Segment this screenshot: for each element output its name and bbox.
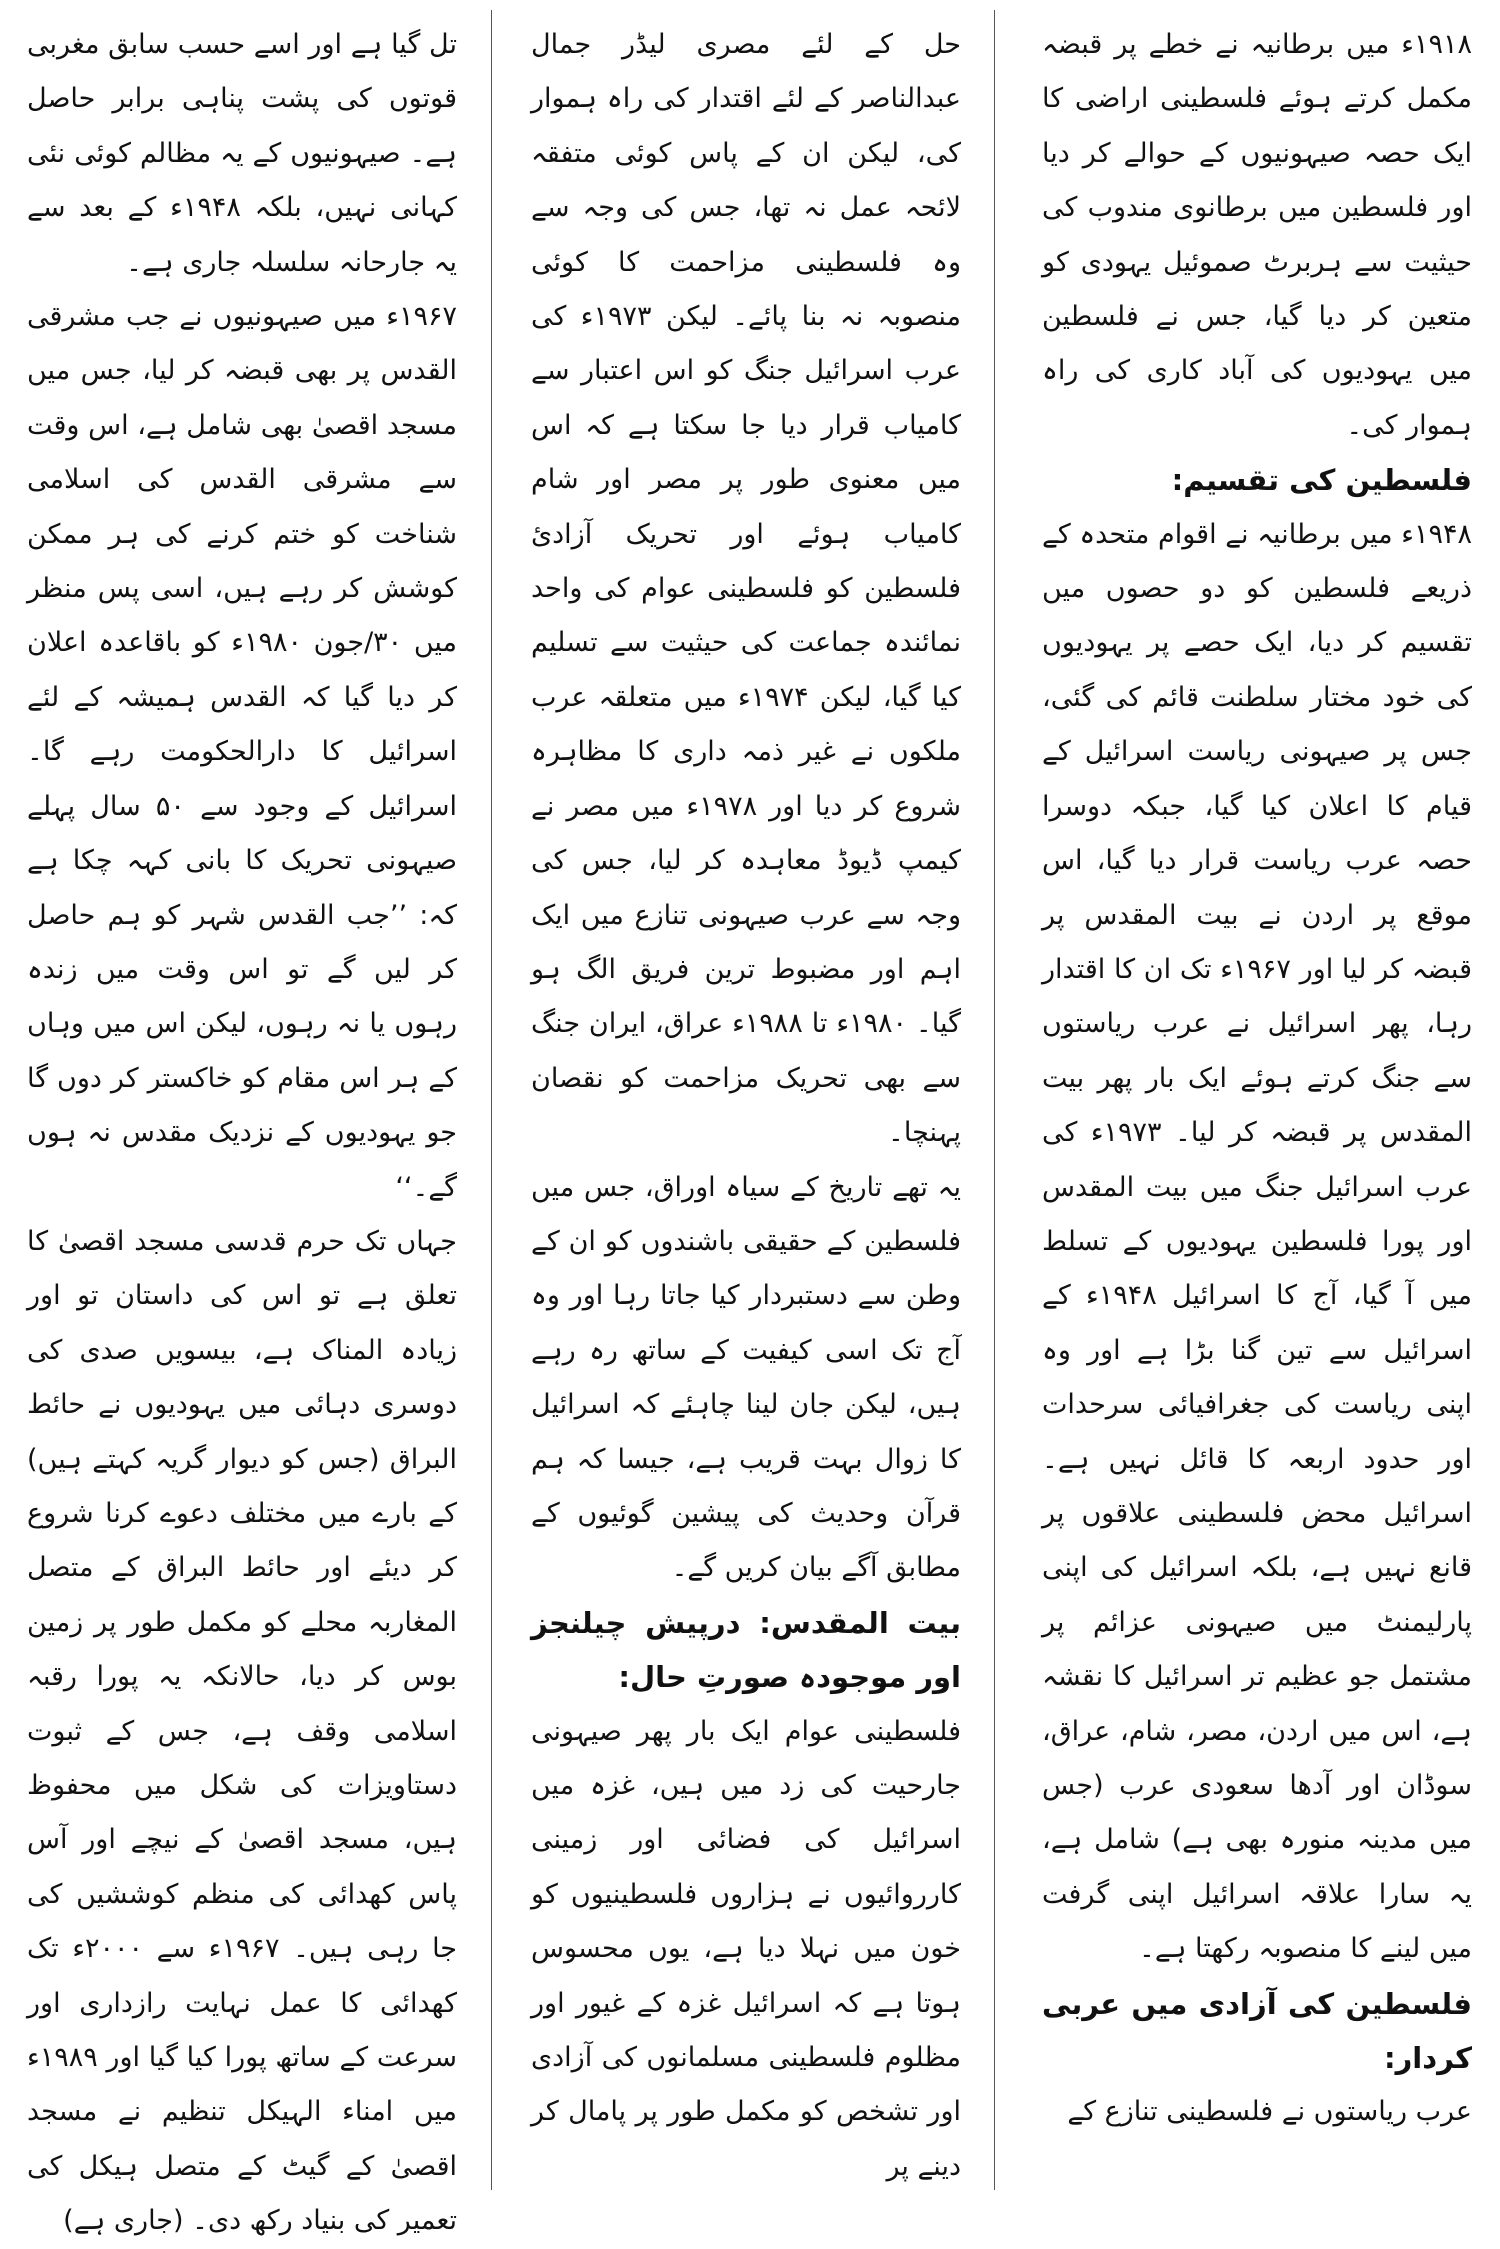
paragraph: عرب ریاستوں نے فلسطینی تنازع کے bbox=[1067, 2096, 1472, 2128]
paragraph: جہاں تک حرم قدسی مسجد اقصیٰ کا تعلق ہے تو اس کی داستان تو اور زیادہ المناک ہے، بیسویں صدی کی دوسری دہائی میں یہودیوں نے حائط البراق (جس کو دیوار گریہ کہتے ہیں) کے بارے میں مختلف دعوے کرنا شروع کر دیئے اور حائط البراق کے متصل المغاربہ محلے کو مکمل طور پر زمین بوس کر دیا، حالانکہ یہ پورا رقبہ اسلامی وقف ہے، جس کے ثبوت دستاویزات کی شکل میں محفوظ ہیں، مسجد اقصیٰ کے نیچے اور آس پاس کھدائی کی منظم کوششیں کی جا رہی ہیں۔ ۱۹۶۷ء سے ۲۰۰۰ء تک کھدائی کا عمل نہایت رازداری اور سرعت کے ساتھ پورا کیا گیا اور ۱۹۸۹ء میں امناء الہیکل تنظیم نے مسجد اقصیٰ کے گیٹ کے متصل ہیکل کی تعمیر کی بنیاد رکھ دی۔ (جاری ہے) bbox=[27, 1225, 457, 2237]
paragraph: یہ تھے تاریخ کے سیاہ اوراق، جس میں فلسطین کے حقیقی باشندوں کو ان کے وطن سے دستبردار کیا جاتا رہا اور وہ آج تک اسی کیفیت کے ساتھ رہ رہے ہیں، لیکن جان لینا چاہئے کہ اسرائیل کا زوال بہت قریب ہے، جیسا کہ ہم قرآن وحدیث کی پیشین گوئیوں کے مطابق آگے بیان کریں گے۔ bbox=[531, 1171, 961, 1584]
column-right bbox=[1042, 18, 1472, 2188]
section-heading-arab-role: فلسطین کی آزادی میں عربی کردار: bbox=[1042, 1986, 1472, 2076]
paragraph: ۱۹۱۸ء میں برطانیہ نے خطے پر قبضہ مکمل کرتے ہوئے فلسطینی اراضی کا ایک حصہ صیہونیوں کے حوالے کر دیا اور فلسطین میں برطانوی مندوب کی حیثیت سے ہربرٹ صموئیل یہودی کو متعین کر دیا گیا، جس نے فلسطین میں یہودیوں کی آباد کاری کی راہ ہموار کی۔ bbox=[1042, 29, 1472, 441]
paragraph: ۱۹۴۸ء میں برطانیہ نے اقوام متحدہ کے ذریعے فلسطین کو دو حصوں میں تقسیم کر دیا، ایک حصے پر یہودیوں کی خود مختار سلطنت قائم کی گئی، جس پر صیہونی ریاست اسرائیل کے قیام کا اعلان کیا گیا، جبکہ دوسرا حصہ عرب ریاست قرار دیا گیا، اس موقع پر اردن نے بیت المقدس پر قبضہ کر لیا اور ۱۹۶۷ء تک ان کا اقتدار رہا، پھر اسرائیل نے عرب ریاستوں سے جنگ کرتے ہوئے ایک بار پھر بیت المقدس پر قبضہ کر لیا۔ ۱۹۷۳ء کی عرب اسرائیل جنگ میں بیت المقدس اور پورا فلسطین یہودیوں کے تسلط میں آ گیا، آج کا اسرائیل ۱۹۴۸ء کے اسرائیل سے تین گنا بڑا ہے اور وہ اپنی ریاست کی جغرافیائی سرحدات اور حدود اربعہ کا قائل نہیں ہے۔ اسرائیل محض فلسطینی علاقوں پر قانع نہیں ہے، بلکہ اسرائیل کی اپنی پارلیمنٹ میں صیہونی عزائم پر مشتمل جو عظیم تر اسرائیل کا نقشہ ہے، اس میں اردن، مصر، شام، عراق، سوڈان اور آدھا سعودی عرب (جس میں مدینہ منورہ بھی ہے) شامل ہے، یہ سارا علاقہ اسرائیل اپنی گرفت میں لینے کا منصوبہ رکھتا ہے۔ bbox=[1042, 518, 1473, 1965]
paragraph: ۱۹۶۷ء میں صیہونیوں نے جب مشرقی القدس پر بھی قبضہ کر لیا، جس میں مسجد اقصیٰ بھی شامل ہے، اس وقت سے مشرقی القدس کی اسلامی شناخت کو ختم کرنے کی ہر ممکن کوشش کر رہے ہیں، اسی پس منظر میں ۳۰/جون ۱۹۸۰ء کو باقاعدہ اعلان کر دیا گیا کہ القدس ہمیشہ کے لئے اسرائیل کا دارالحکومت رہے گا۔ اسرائیل کے وجود سے ۵۰ سال پہلے صیہونی تحریک کا بانی کہہ چکا ہے کہ: ’’جب القدس شہر کو ہم حاصل کر لیں گے تو اس وقت میں زندہ رہوں یا نہ رہوں، لیکن اس میں وہاں کے ہر اس مقام کو خاکستر کر دوں گا جو یہودیوں کے نزدیک مقدس نہ ہوں گے۔‘‘ bbox=[27, 301, 457, 1203]
column-divider bbox=[491, 10, 492, 2190]
paragraph: حل کے لئے مصری لیڈر جمال عبدالناصر کے لئے اقتدار کی راہ ہموار کی، لیکن ان کے پاس کوئی متفقہ لائحہ عمل نہ تھا، جس کی وجہ سے وہ فلسطینی مزاحمت کا کوئی منصوبہ نہ بنا پائے۔ لیکن ۱۹۷۳ء کی عرب اسرائیل جنگ کو اس اعتبار سے کامیاب قرار دیا جا سکتا ہے کہ اس میں معنوی طور پر مصر اور شام کامیاب ہوئے اور تحریک آزادیٔ فلسطین کو فلسطینی عوام کی واحد نمائندہ جماعت کی حیثیت سے تسلیم کیا گیا، لیکن ۱۹۷۴ء میں متعلقہ عرب ملکوں نے غیر ذمہ داری کا مظاہرہ شروع کر دیا اور ۱۹۷۸ء میں مصر نے کیمپ ڈیوڈ معاہدہ کر لیا، جس کی وجہ سے عرب صیہونی تنازع میں ایک اہم اور مضبوط ترین فریق الگ ہو گیا۔ ۱۹۸۰ء تا ۱۹۸۸ء عراق، ایران جنگ سے بھی تحریک مزاحمت کو نقصان پہنچا۔ bbox=[531, 29, 961, 1149]
column-divider bbox=[994, 10, 995, 2190]
column-left bbox=[27, 18, 457, 2237]
paragraph: فلسطینی عوام ایک بار پھر صیہونی جارحیت کی زد میں ہیں، غزہ میں اسرائیل کی فضائی اور زمینی کارروائیوں نے ہزاروں فلسطینیوں کو خون میں نہلا دیا ہے، یوں محسوس ہوتا ہے کہ اسرائیل غزہ کے غیور اور مظلوم فلسطینی مسلمانوں کی آزادی اور تشخص کو مکمل طور پر پامال کر دینے پر bbox=[531, 1715, 961, 2182]
paragraph: تل گیا ہے اور اسے حسب سابق مغربی قوتوں کی پشت پناہی برابر حاصل ہے۔ صیہونیوں کے یہ مظالم کوئی نئی کہانی نہیں، بلکہ ۱۹۴۸ء کے بعد سے یہ جارحانہ سلسلہ جاری ہے۔ bbox=[27, 29, 457, 278]
section-heading-challenges: بیت المقدس: درپیش چیلنجز اور موجودہ صورتِ حال: bbox=[531, 1605, 961, 1695]
section-heading-partition: فلسطین کی تقسیم: bbox=[1171, 463, 1472, 498]
column-middle bbox=[531, 18, 961, 2188]
